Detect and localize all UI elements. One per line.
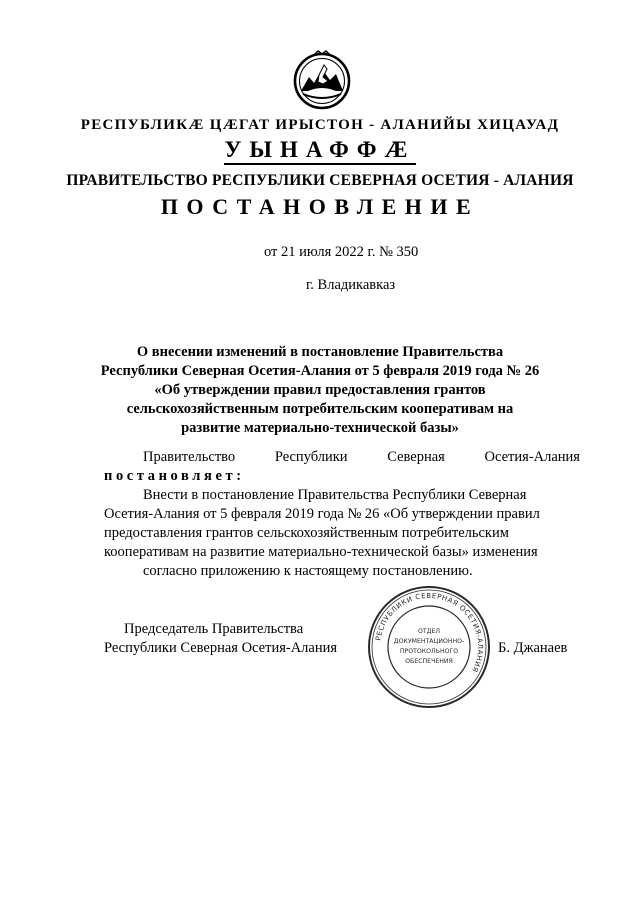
decree-date-number: от 21 июля 2022 г. № 350 <box>264 244 419 260</box>
paragraph-resolves-line <box>104 448 580 467</box>
official-stamp <box>366 584 492 710</box>
stamp-center-line: ДОКУМЕНТАЦИОННО- <box>393 638 465 645</box>
header-government: ПРАВИТЕЛЬСТВО РЕСПУБЛИКИ СЕВЕРНАЯ ОСЕТИЯ - АЛАНИЯ <box>66 172 574 189</box>
decree-city: г. Владикавказ <box>306 277 396 293</box>
word: Осетия-Алания <box>484 449 580 465</box>
subject-line: «Об утверждении правил предоставления грантов <box>154 382 486 398</box>
paragraph-line: согласно приложению к настоящему постановлению. <box>143 563 473 579</box>
resolves-emphasis: постановляет: <box>104 468 245 484</box>
subject-line: О внесении изменений в постановление Правительства <box>136 344 504 360</box>
header-osset-decree-text: УЫНАФФÆ <box>224 137 415 165</box>
signatory-title-line: Председатель Правительства <box>124 621 304 637</box>
stamp-center-line: ПРОТОКОЛЬНОГО <box>399 648 459 655</box>
word: Правительство <box>143 449 236 465</box>
header-osset-republic: РЕСПУБЛИКÆ ЦÆГАТ ИРЫСТОН - АЛАНИЙЫ ХИЦАУАД <box>80 117 560 133</box>
coat-of-arms-emblem <box>292 47 352 115</box>
stamp-center-line: ОТДЕЛ <box>417 628 441 635</box>
subject-line: Республики Северная Осетия-Алания от 5 февраля 2019 года № 26 <box>100 363 540 379</box>
signatory-title-line: Республики Северная Осетия-Алания <box>104 640 338 656</box>
stamp-ring-text: РЕСПУБЛИКИ СЕВЕРНАЯ ОСЕТИЯ-АЛАНИЯ <box>374 591 485 674</box>
subject-line: развитие материально-технической базы» <box>181 420 459 436</box>
paragraph-resolves <box>104 448 580 486</box>
stamp-center-line: ОБЕСПЕЧЕНИЯ <box>405 658 453 665</box>
signatory-title <box>104 620 337 658</box>
paragraph-line: Внести в постановление Правительства Республики Северная <box>143 487 527 503</box>
signatory-name: Б. Джанаев <box>498 640 568 656</box>
paragraph-line: кооперативам на развитие материально-технической базы» изменения <box>104 544 538 560</box>
header-decree-title: ПОСТАНОВЛЕНИЕ <box>160 194 480 219</box>
decree-subject <box>90 343 550 438</box>
paragraph-line: Осетия-Алания от 5 февраля 2019 года № 26 «Об утверждении правил <box>104 506 540 522</box>
paragraph-line: предоставления грантов сельскохозяйственным потребительским <box>104 525 509 541</box>
paragraph-amend <box>104 486 580 581</box>
header-osset-decree <box>0 137 640 163</box>
word: Республики <box>274 449 348 465</box>
word: Северная <box>387 449 445 465</box>
subject-line: сельскохозяйственным потребительским кооперативам на <box>126 401 514 417</box>
